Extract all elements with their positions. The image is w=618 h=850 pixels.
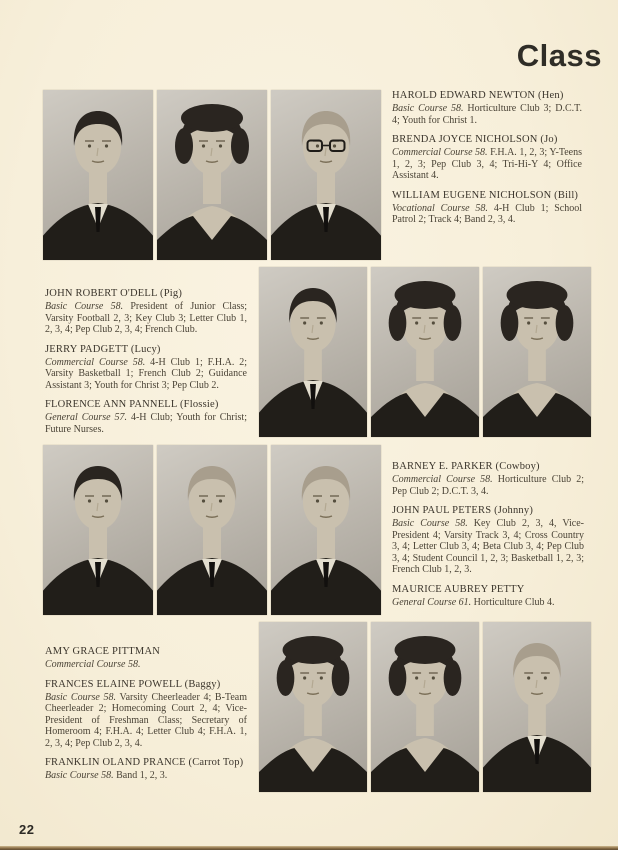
portrait-illustration: [483, 267, 591, 437]
entry-harold-edward-newton: [392, 90, 582, 126]
entry-description: [392, 203, 582, 226]
entry-description: [392, 147, 582, 182]
photo-grid-row-4: [259, 622, 591, 792]
activities-text: Key Club 2, 3, 4, Vice-President 4; Varsity Track 3, 4; Cross Country 3, 4; Letter Club 3, 4; Beta Club 3, 4; Pep Club 3, 4; Student Council 1, 2, 3; Basketball 1, 2, 3; French Club 1, 2, 3.: [392, 518, 584, 575]
entry-amy-grace-pittman: [45, 646, 247, 671]
portrait-photo-brenda-joyce-nicholson: [157, 90, 267, 260]
course-label: Basic Course 58.: [45, 301, 124, 312]
page-title: Class: [516, 38, 602, 73]
entry-name: HAROLD EDWARD NEWTON (Hen): [392, 90, 564, 101]
entry-barney-e-parker: [392, 461, 584, 497]
activities-text: 4-H Club; Youth for Christ; Future Nurses.: [45, 412, 247, 435]
course-label: Basic Course 58.: [392, 518, 468, 529]
entry-john-robert-odell: [45, 288, 247, 336]
text-column-row-4: [45, 646, 247, 790]
course-label: Commercial Course 58.: [392, 474, 493, 485]
entry-name: BARNEY E. PARKER (Cowboy): [392, 461, 540, 472]
entry-description: [392, 518, 584, 576]
activities-text: Horticulture Club 4.: [473, 596, 555, 608]
entry-name: FLORENCE ANN PANNELL (Flossie): [45, 399, 219, 410]
activities-text: 4-H Club 1; School Patrol 2; Track 4; Band 2, 3, 4.: [392, 202, 583, 225]
portrait-photo-jerry-padgett: [371, 267, 479, 437]
portrait-photo-john-robert-o-dell: [259, 267, 367, 437]
entry-name: AMY GRACE PITTMAN: [45, 646, 161, 657]
portrait-illustration: [259, 267, 367, 437]
portrait-illustration: [483, 622, 591, 792]
entry-franklin-oland-prance: [45, 757, 247, 782]
entry-florence-ann-pannell: [45, 399, 247, 435]
photo-grid-row-3: [43, 445, 381, 615]
portrait-photo-frances-elaine-powell: [371, 622, 479, 792]
portrait-photo-florence-ann-pannell: [483, 267, 591, 437]
entry-name: JOHN ROBERT O'DELL (Pig): [45, 288, 183, 299]
entry-frances-elaine-powell: [45, 679, 247, 750]
photo-grid-row-1: [43, 90, 381, 260]
entry-john-paul-peters: [392, 505, 584, 576]
course-label: Basic Course 58.: [45, 770, 114, 781]
entry-description: [392, 597, 584, 609]
course-label: Basic Course 58.: [392, 103, 464, 114]
entry-brenda-joyce-nicholson: [392, 134, 582, 182]
page-bottom-edge: [0, 846, 618, 850]
entry-description: [45, 692, 247, 750]
course-label: General Course 57.: [45, 412, 128, 423]
course-label: Basic Course 58.: [45, 691, 116, 703]
portrait-illustration: [371, 622, 479, 792]
entry-name: JOHN PAUL PETERS (Johnny): [392, 505, 534, 516]
portrait-illustration: [271, 445, 381, 615]
portrait-photo-william-eugene-nicholson: [271, 90, 381, 260]
entry-jerry-padgett: [45, 344, 247, 392]
entry-description: [45, 412, 247, 435]
entry-description: [392, 474, 584, 497]
entry-name: BRENDA JOYCE NICHOLSON (Jo): [392, 134, 558, 145]
activities-text: F.H.A. 1, 2, 3; Y-Teens 1, 2, 3; Pep Club 3, 4; Tri-Hi-Y 4; Office Assistant 4.: [392, 147, 582, 181]
activities-text: Horticulture Club 2; Pep Club 2; D.C.T. 3, 4.: [392, 474, 585, 497]
entry-william-eugene-nicholson: [392, 190, 582, 226]
portrait-illustration: [271, 90, 381, 260]
entry-name: FRANKLIN OLAND PRANCE (Carrot Top): [45, 757, 244, 768]
entry-name: FRANCES ELAINE POWELL (Baggy): [45, 678, 221, 690]
activities-text: Varsity Cheerleader 4; B-Team Cheerleader 2; Homecoming Court 2, 4; Vice-President of Freshman Class; Secretary of Homeroom 4; F.H.A. 4; Letter Club 4; F.H.A. 1, 2, 3, 4; Pep Club 2, 3, 4.: [45, 691, 247, 749]
course-label: Vocational Course 58.: [392, 202, 488, 214]
portrait-illustration: [43, 445, 153, 615]
portrait-photo-amy-grace-pittman: [259, 622, 367, 792]
text-column-row-2: [45, 288, 247, 443]
portrait-photo-franklin-oland-prance: [483, 622, 591, 792]
photo-grid-row-2: [259, 267, 591, 437]
portrait-illustration: [157, 445, 267, 615]
portrait-photo-maurice-aubrey-petty: [271, 445, 381, 615]
course-label: Commercial Course 58.: [45, 356, 146, 368]
course-label: Commercial Course 58.: [392, 147, 488, 158]
activities-text: President of Junior Class; Varsity Football 2, 3; Key Club 3; Letter Club 1, 2, 3, 4; Pep Club 2, 3, 4; French Club.: [45, 301, 248, 335]
page-number: 22: [19, 822, 35, 837]
activities-text: 4-H Club 1; F.H.A. 2; Varsity Basketball 1; French Club 2; Guidance Assistant 3; Youth for Christ 3; Pep Club 2.: [45, 356, 247, 391]
entry-name: JERRY PADGETT (Lucy): [45, 343, 161, 355]
text-column-row-1: [392, 90, 582, 234]
activities-text: Band 1, 2, 3.: [116, 770, 168, 781]
entry-name: WILLIAM EUGENE NICHOLSON (Bill): [392, 189, 579, 201]
entry-description: [392, 103, 582, 126]
entry-name: MAURICE AUBREY PETTY: [392, 583, 525, 595]
course-label: Commercial Course 58.: [45, 659, 141, 670]
course-label: General Course 61.: [392, 596, 472, 608]
portrait-illustration: [259, 622, 367, 792]
portrait-photo-barney-e-parker: [43, 445, 153, 615]
entry-description: [45, 301, 247, 336]
activities-text: Horticulture Club 3; D.C.T. 4; Youth for Christ 1.: [392, 103, 582, 126]
portrait-photo-harold-edward-newton: [43, 90, 153, 260]
text-column-row-3: [392, 461, 584, 616]
entry-description: [45, 770, 247, 782]
portrait-illustration: [371, 267, 479, 437]
entry-description: [45, 659, 247, 671]
entry-description: [45, 357, 247, 392]
portrait-illustration: [157, 90, 267, 260]
entry-maurice-aubrey-petty: [392, 584, 584, 609]
portrait-photo-john-paul-peters: [157, 445, 267, 615]
portrait-illustration: [43, 90, 153, 260]
